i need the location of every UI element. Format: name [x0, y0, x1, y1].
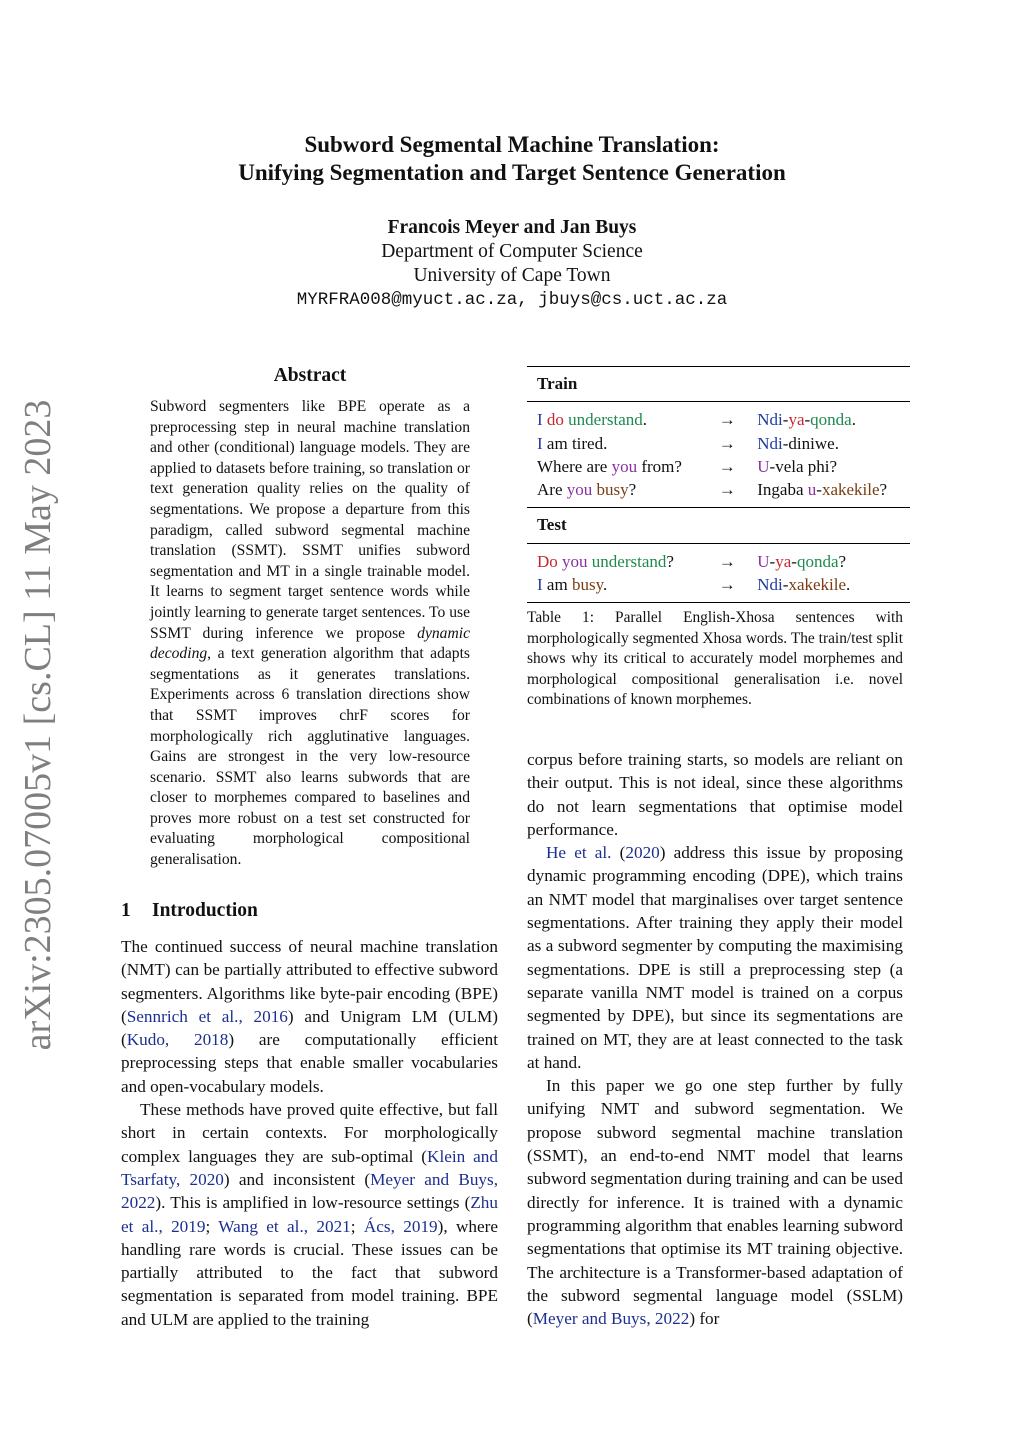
xhosa-sentence: Ndi-ya-qonda. [757, 410, 856, 430]
intro-paragraph-2: These methods have proved quite effective, but fall short in certain contexts. For morphologically complex languages they are sub-optimal (Klein and Tsarfaty, 2020) and inconsistent (Meyer and Buys, 2022). This is amplified in low-resource settings (Zhu et al., 2019; Wang et al., 2021; Ács, 2019), where handling rare words is crucial. These issues can be partially attributed to the fact that subword segmentation is separated from model training. BPE and ULM are applied to the training [121, 1100, 498, 1329]
right-paragraph-1: corpus before training starts, so models are reliant on their output. This is not ideal, since these algorithms do not learn segmentations that optimise model performance. [527, 750, 903, 839]
train-row [527, 402, 910, 432]
title-line-2: Unifying Segmentation and Target Sentence Generation [238, 160, 786, 185]
right-paragraph-2: He et al. (2020) address this issue by proposing dynamic programming encoding (DPE), which trains an NMT model that marginalises over target sentence segmentations. After training they apply their model as a subword segmenter by computing the maximising segmentations. DPE is still a preprocessing step (a separate vanilla NMT model is trained on a corpus segmented by DPE), but since its segmentations are trained on MT, they are at least connected to the task at hand. [527, 843, 903, 1072]
department: Department of Computer Science [381, 241, 643, 262]
citation-link[interactable]: Wang et al., 2021 [218, 1216, 351, 1236]
xhosa-sentence: Ndi-xakekile. [747, 573, 910, 603]
arrow-icon: → [718, 410, 736, 430]
citation-link[interactable]: Zhu et al., 2019 [121, 1193, 498, 1236]
test-row [527, 543, 910, 573]
university: University of Cape Town [413, 265, 611, 286]
xhosa-sentence: Ndi-diniwe. [757, 433, 839, 453]
citation-link[interactable]: Ács, 2019 [363, 1216, 438, 1236]
abstract-body: Subword segmenters like BPE operate as a preprocessing step in neural machine translation and other (conditional) language models. They are applied to datasets before training, so translation or text generation quality relies on the quality of segmentations. We propose a departure from this paradigm, called subword segmental machine translation (SSMT). SSMT unifies subword segmentation and MT in a single trainable model. It learns to segment target sentence words while jointly learning to generate target sentences. To use SSMT during inference we propose dynamic decoding, a text generation algorithm that adapts segmentations as it generates translations. Experiments across 6 translation directions show that SSMT improves chrF scores for morphologically rich agglutinative languages. Gains are strongest in the very low-resource scenario. SSMT also learns subwords that are closer to morphemes compared to baselines and proves more robust on a test set constructed for evaluating morphological compositional generalisation. [150, 398, 470, 869]
english-sentence: Do you understand? [537, 551, 674, 571]
citation-link[interactable]: Sennrich et al., 2016 [126, 1006, 288, 1026]
left-column-text [121, 935, 498, 1331]
arrow-icon: → [707, 573, 747, 603]
table-section-test: Test [537, 515, 567, 535]
table-1 [527, 366, 910, 603]
author-block [150, 216, 874, 312]
xhosa-sentence: Ingaba u-xakekile? [757, 480, 888, 500]
author-names: Francois Meyer and Jan Buys [387, 217, 637, 238]
citation-link[interactable]: 2020 [625, 843, 660, 863]
english-sentence: I am tired. [537, 433, 608, 453]
table-caption: Table 1: Parallel English-Xhosa sentences with morphologically segmented Xhosa words. The train/test split shows why its critical to accurately model morphemes and morphological compositional generalisation i.e. novel combinations of known morphemes. [527, 609, 903, 709]
train-row [527, 478, 910, 508]
title-line-1: Subword Segmental Machine Translation: [304, 132, 720, 157]
right-column-text [527, 748, 903, 1330]
arrow-icon: → [718, 480, 736, 500]
xhosa-sentence: U-vela phi? [757, 456, 838, 476]
citation-link[interactable]: He et al. [546, 843, 612, 863]
intro-paragraph-1: The continued success of neural machine translation (NMT) can be partially attributed to effective subword segmenters. Algorithms like byte-pair encoding (BPE) (Sennrich et al., 2016) and Unigram LM (ULM) (Kudo, 2018) are computationally efficient preprocessing steps that enable smaller vocabularies and open-vocabulary models. [121, 937, 498, 1096]
citation-link[interactable]: Kudo, 2018 [126, 1030, 229, 1050]
abstract-heading: Abstract [273, 365, 347, 386]
parallel-sentences-table [527, 366, 910, 603]
right-paragraph-3: In this paper we go one step further by fully unifying NMT and subword segmentation. We propose subword segmental machine translation (SSMT), an end-to-end NMT model that learns subword segmentation during training and can be used directly for inference. It is trained with a dynamic programming algorithm that enables learning subword segmentations that optimise its MT training objective. The architecture is a Transformer-based adaptation of the subword segmental language model (SSLM) (Meyer and Buys, 2022) for [527, 1076, 903, 1329]
arrow-icon: → [718, 433, 736, 453]
section-heading-introduction: 1 Introduction [121, 900, 258, 921]
english-sentence: Where are you from? [537, 456, 682, 476]
author-emails: MYRFRA008@myuct.ac.za, jbuys@cs.uct.ac.za [296, 290, 728, 310]
english-sentence: I am busy. [527, 573, 707, 603]
citation-link[interactable]: Klein and Tsarfaty, 2020 [121, 1146, 498, 1189]
paper-title [150, 131, 874, 187]
citation-link[interactable]: Meyer and Buys, 2022 [532, 1309, 690, 1329]
table-section-train: Train [537, 374, 578, 393]
arrow-icon: → [718, 551, 736, 571]
test-row [527, 573, 910, 603]
english-sentence: Are you busy? [537, 480, 637, 500]
train-row [527, 455, 910, 478]
arrow-icon: → [718, 456, 736, 476]
abstract-emphasis: dynamic decoding [150, 624, 470, 663]
xhosa-sentence: U-ya-qonda? [757, 551, 847, 571]
citation-link[interactable]: Meyer and Buys, 2022 [121, 1169, 498, 1213]
train-row [527, 432, 910, 455]
english-sentence: I do understand. [537, 410, 648, 430]
